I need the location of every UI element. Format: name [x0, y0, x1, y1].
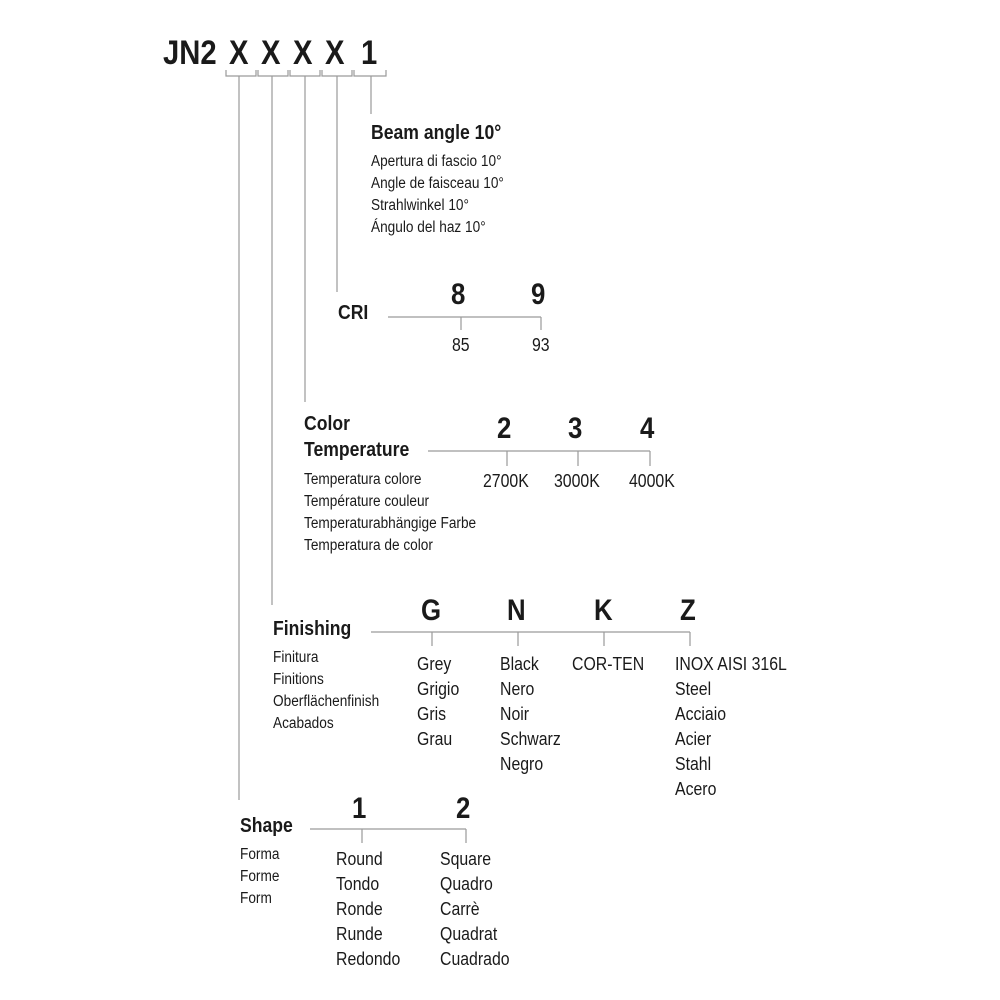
finishing-translation: Oberflächenfinish [273, 693, 380, 710]
ct-value-2700k: 2700K [483, 471, 529, 491]
ct-value-3000k: 3000K [554, 471, 600, 491]
cri-value-85: 85 [452, 335, 470, 355]
ct-code-2: 2 [497, 412, 512, 445]
shape-value: Runde [336, 924, 383, 944]
ct-code-3: 3 [568, 412, 583, 445]
finishing-code-z: Z [680, 594, 696, 627]
finishing-value: Black [500, 654, 539, 674]
finishing-value: Negro [500, 754, 544, 774]
code-char-shape: X [229, 34, 249, 72]
finishing-values-z [675, 652, 787, 802]
ct-translation: Temperatura colore [304, 471, 422, 488]
shape-translation: Form [240, 890, 272, 907]
shape-value: Quadrat [440, 924, 498, 944]
beam-translation: Strahlwinkel 10° [371, 197, 469, 214]
shape-code-2: 2 [456, 792, 471, 825]
color-temperature-title-line2: Temperature [304, 439, 410, 461]
finishing-code-k: K [594, 594, 613, 627]
shape-code-1: 1 [352, 792, 367, 825]
finishing-translation: Acabados [273, 715, 334, 732]
code-char-cri: X [325, 34, 345, 72]
finishing-value: Steel [675, 679, 712, 699]
finishing-value: Grigio [417, 679, 460, 699]
finishing-translation: Finitions [273, 671, 324, 688]
finishing-value: Grau [417, 729, 453, 749]
code-prefix: JN2 [163, 34, 217, 72]
code-char-beam: 1 [361, 34, 378, 72]
code-char-finishing: X [261, 34, 281, 72]
beam-translation: Apertura di fascio 10° [371, 153, 502, 170]
ct-translation: Température couleur [304, 493, 430, 510]
shape-value: Square [440, 849, 492, 869]
shape-value: Redondo [336, 949, 401, 969]
finishing-value: Grey [417, 654, 452, 674]
cri-code-9: 9 [531, 278, 546, 311]
shape-value: Round [336, 849, 383, 869]
shape-value: Quadro [440, 874, 493, 894]
finishing-value: Noir [500, 704, 530, 724]
beam-translations [371, 151, 504, 239]
finishing-value: Acero [675, 779, 717, 799]
finishing-value: Stahl [675, 754, 712, 774]
finishing-values-n [500, 652, 561, 777]
finishing-title: Finishing [273, 618, 352, 640]
finishing-value: Schwarz [500, 729, 561, 749]
cri-code-8: 8 [451, 278, 466, 311]
finishing-code-n: N [507, 594, 526, 627]
finishing-translations [273, 647, 379, 735]
finishing-value: COR-TEN [572, 654, 645, 674]
cri-value-93: 93 [532, 335, 550, 355]
beam-title: Beam angle 10° [371, 122, 502, 144]
ct-translation: Temperaturabhängige Farbe [304, 515, 477, 532]
shape-values-round [336, 847, 400, 972]
beam-translation: Ángulo del haz 10° [371, 219, 486, 236]
beam-translation: Angle de faisceau 10° [371, 175, 504, 192]
shape-translation: Forma [240, 846, 280, 863]
finishing-value: Acier [675, 729, 712, 749]
ct-translation: Temperatura de color [304, 537, 433, 554]
cri-title: CRI [338, 302, 369, 324]
ct-code-4: 4 [640, 412, 655, 445]
shape-title: Shape [240, 815, 293, 837]
color-temperature-translations [304, 469, 476, 557]
shape-value: Carrè [440, 899, 480, 919]
finishing-code-g: G [421, 594, 442, 627]
shape-translations [240, 844, 279, 910]
shape-values-square [440, 847, 510, 972]
finishing-values-g [417, 652, 459, 752]
finishing-value: Gris [417, 704, 447, 724]
shape-value: Tondo [336, 874, 380, 894]
finishing-values-k [572, 652, 644, 677]
finishing-value: INOX AISI 316L [675, 654, 787, 674]
color-temperature-title-line1: Color [304, 413, 350, 435]
ct-value-4000k: 4000K [629, 471, 675, 491]
finishing-value: Nero [500, 679, 535, 699]
shape-value: Cuadrado [440, 949, 510, 969]
finishing-value: Acciaio [675, 704, 727, 724]
shape-value: Ronde [336, 899, 383, 919]
finishing-translation: Finitura [273, 649, 319, 666]
shape-translation: Forme [240, 868, 280, 885]
code-char-color-temperature: X [293, 34, 313, 72]
